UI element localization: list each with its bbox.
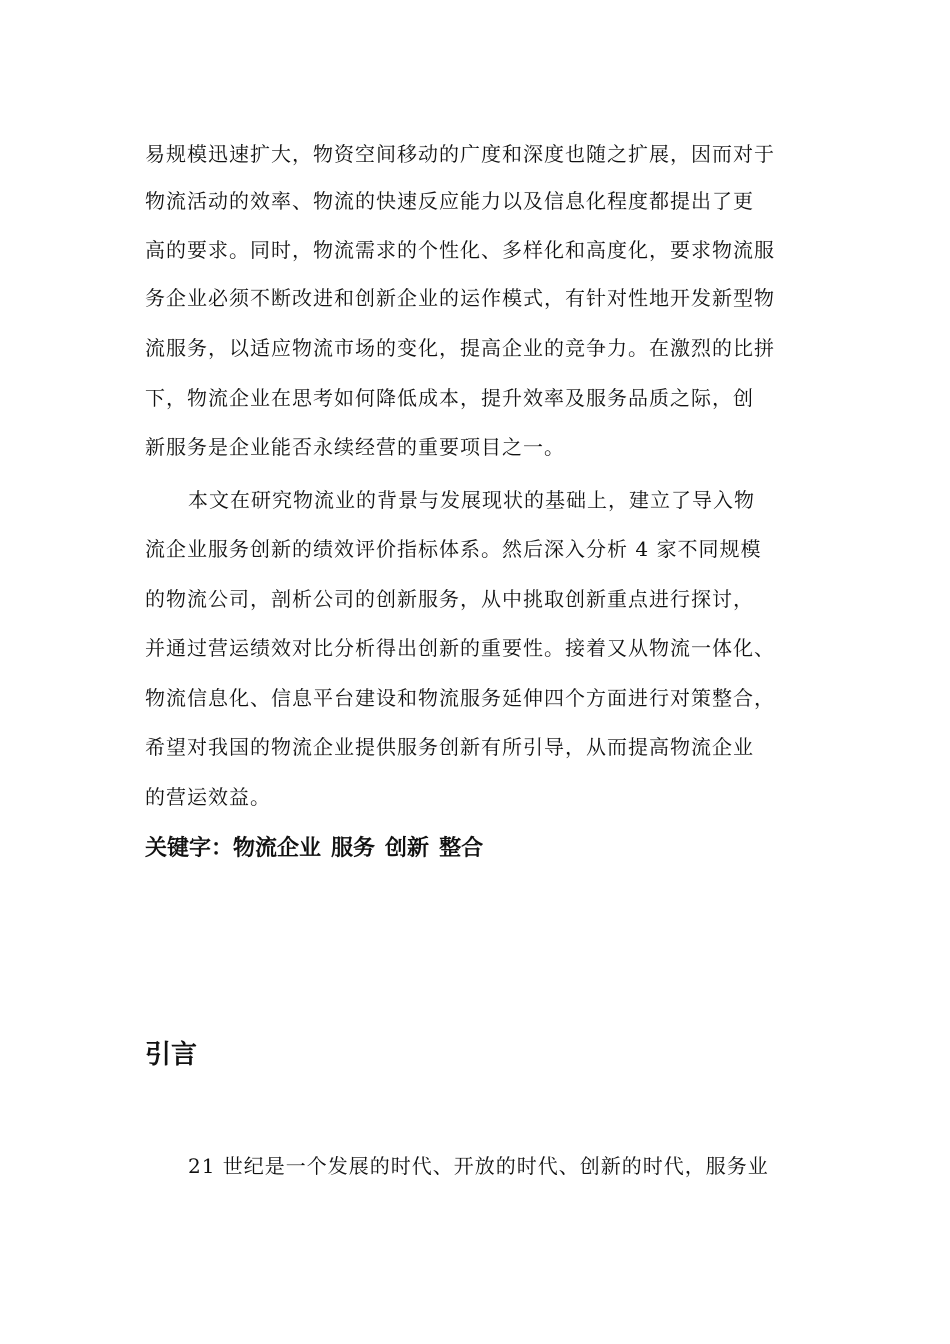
paragraph-1-line: 物流活动的效率、物流的快速反应能力以及信息化程度都提出了更 [145,189,754,213]
keywords-line [145,833,493,865]
paragraph-1-line: 务企业必须不断改进和创新企业的运作模式，有针对性地开发新型物 [145,286,775,310]
paragraph-2-line: 流企业服务创新的绩效评价指标体系。然后深入分析 4 家不同规模 [145,537,762,561]
paragraph-2-line: 本文在研究物流业的背景与发展现状的基础上，建立了导入物 [188,488,755,512]
paragraph-2-line: 的物流公司，剖析公司的创新服务，从中挑取创新重点进行探讨， [145,587,754,611]
paragraph-1-line: 易规模迅速扩大，物资空间移动的广度和深度也随之扩展，因而对于 [145,142,775,166]
paragraph-1-line: 下，物流企业在思考如何降低成本，提升效率及服务品质之际，创 [145,386,754,410]
keyword-item: 整合 [439,836,484,861]
paragraph-1-line: 新服务是企业能否永续经营的重要项目之一。 [145,435,565,459]
paragraph-1-line: 流服务，以适应物流市场的变化，提高企业的竞争力。在激烈的比拼 [145,336,775,360]
section-first-line: 21 世纪是一个发展的时代、开放的时代、创新的时代，服务业 [188,1154,769,1178]
keyword-item: 物流企业 [233,836,322,861]
paragraph-2-line: 的营运效益。 [145,785,271,809]
keyword-item: 创新 [385,836,430,861]
keyword-item: 服务 [331,836,376,861]
section-heading: 引言 [145,1040,198,1070]
keywords-label: 关键字： [145,836,234,861]
paragraph-1-line: 高的要求。同时，物流需求的个性化、多样化和高度化，要求物流服 [145,238,775,262]
paragraph-2-line: 希望对我国的物流企业提供服务创新有所引导，从而提高物流企业 [145,735,754,759]
paragraph-2-line: 物流信息化、信息平台建设和物流服务延伸四个方面进行对策整合， [145,686,775,710]
paragraph-2-line: 并通过营运绩效对比分析得出创新的重要性。接着又从物流一体化、 [145,636,775,660]
